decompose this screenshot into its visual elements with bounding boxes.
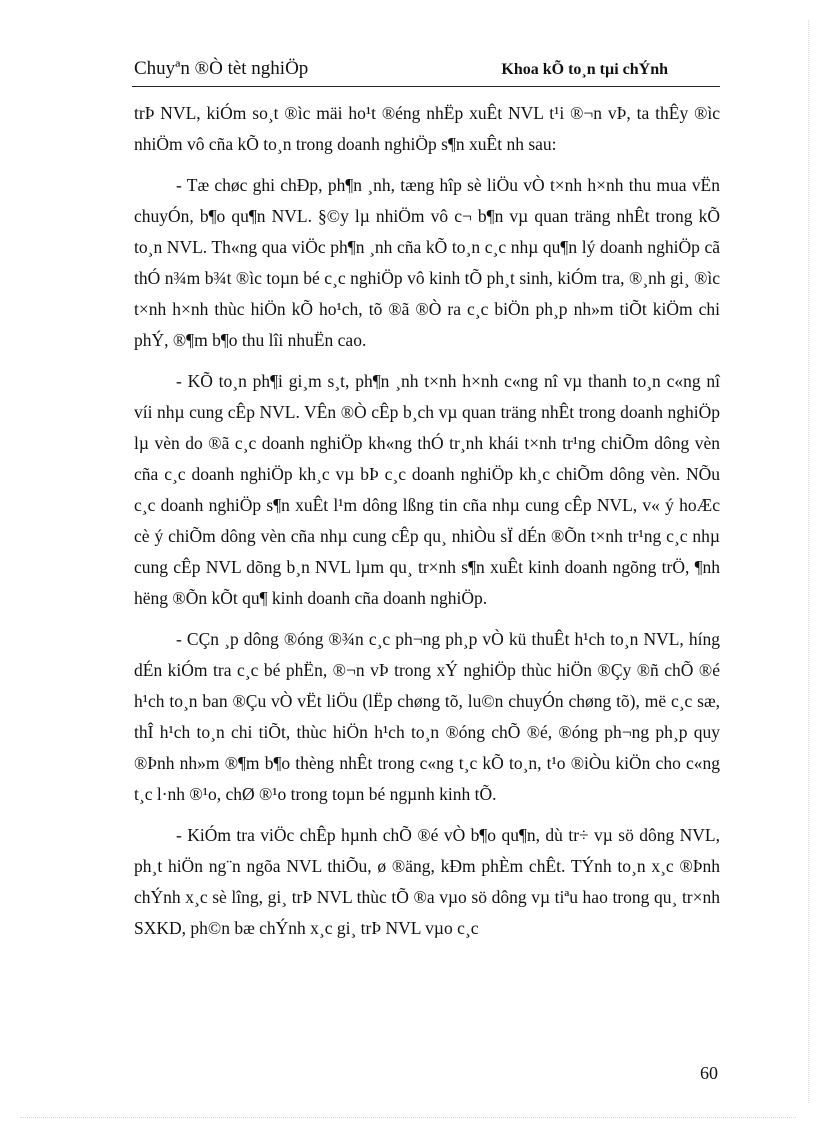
header-faculty-name: Khoa kÕ to¸n tµi chÝnh xyxy=(501,61,668,78)
page-number: 60 xyxy=(700,1063,718,1083)
paragraph: - KiÓm tra viÖc chÊp hµnh chÕ ®é vÒ b¶o qu¶n, dù tr÷ vµ sö dông NVL, ph¸t hiÖn ng¨n ngõa NVL thiÕu, ø ®äng, kÐm phÈm chÊt. TÝnh to¸n x¸c ®Þnh chÝnh x¸c sè lîng, gi¸ trÞ NVL thùc tÕ ®a vµo sö dông vµ tiªu hao trong qu¸ tr×nh SXKD, ph©n bæ chÝnh x¸c gi¸ trÞ NVL vµo c¸c xyxy=(134,825,720,938)
page-edge-right xyxy=(808,20,809,1103)
paragraph: - KÕ to¸n ph¶i gi¸m s¸t, ph¶n ¸nh t×nh h×nh c«ng nî vµ thanh to¸n c«ng nî víi nhµ cung cÊp NVL. VÊn ®Ò cÊp b¸ch vµ quan träng nhÊt trong doanh nghiÖp lµ vèn do ®ã c¸c doanh nghiÖp kh«ng thÓ tr¸nh khái t×nh tr¹ng chiÕm dông vèn cña c¸c doanh nghiÖp kh¸c vµ bÞ c¸c doanh nghiÖp kh¸c chiÕm dông vèn. NÕu c¸c doanh nghiÖp s¶n xuÊt l¹m dông lßng tin cña nhµ cung cÊp NVL, v« ý hoÆc cè ý chiÕm dông vèn cña nhµ cung cÊp qu¸ nhiÒu sÏ dÉn ®Õn t×nh tr¹ng c¸c nhµ cung cÊp NVL dõng b¸n NVL lµm qu¸ tr×nh s¶n xuÊt kinh doanh ngõng trÖ, ¶nh hëng ®Õn kÕt qu¶ kinh doanh cña doanh nghiÖp. xyxy=(134,371,720,608)
header-divider xyxy=(132,86,720,87)
body-text xyxy=(134,98,720,954)
header-thesis-title: Chuyªn ®Ò tèt nghiÖp xyxy=(134,58,309,79)
paragraph: - Tæ chøc ghi chÐp, ph¶n ¸nh, tæng hîp sè liÖu vÒ t×nh h×nh thu mua vËn chuyÓn, b¶o qu¶n NVL. §©y lµ nhiÖm vô c¬ b¶n vµ quan träng nhÊt trong kÕ to¸n NVL. Th«ng qua viÖc ph¶n ¸nh cña kÕ to¸n c¸c nhµ qu¶n lý doanh nghiÖp cã thÓ n¾m b¾t ®ìc toµn bé c¸c nghiÖp vô kinh tÕ ph¸t sinh, kiÓm tra, ®¸nh gi¸ ®ìc t×nh h×nh thùc hiÖn kÕ ho¹ch, tõ ®ã ®Ò ra c¸c biÖn ph¸p nh»m tiÕt kiÖm chi phÝ, ®¶m b¶o thu lîi nhuËn cao. xyxy=(134,175,720,350)
page-edge-bottom xyxy=(20,1117,796,1118)
paragraph-continuation: trÞ NVL, kiÓm so¸t ®ìc mäi ho¹t ®éng nhËp xuÊt NVL t¹i ®¬n vÞ, ta thÊy ®ìc nhiÖm vô cña kÕ to¸n trong doanh nghiÖp s¶n xuÊt nh sau: xyxy=(134,103,720,154)
paragraph: - CÇn ¸p dông ®óng ®¾n c¸c ph¬ng ph¸p vÒ kü thuÊt h¹ch to¸n NVL, híng dÉn kiÓm tra c¸c bé phËn, ®¬n vÞ trong xÝ nghiÖp thùc hiÖn ®Çy ®ñ chÕ ®é h¹ch to¸n ban ®Çu vÒ vËt liÖu (lËp chøng tõ, lu©n chuyÓn chøng tõ), më c¸c sæ, thÎ h¹ch to¸n chi tiÕt, thùc hiÖn h¹ch to¸n ®óng chÕ ®é, ®óng ph¬ng ph¸p quy ®Þnh nh»m ®¶m b¶o thèng nhÊt trong c«ng t¸c kÕ to¸n, t¹o ®iÒu kiÖn cho c«ng t¸c l·nh ®¹o, chØ ®¹o trong toµn bé ngµnh kinh tÕ. xyxy=(134,629,720,804)
